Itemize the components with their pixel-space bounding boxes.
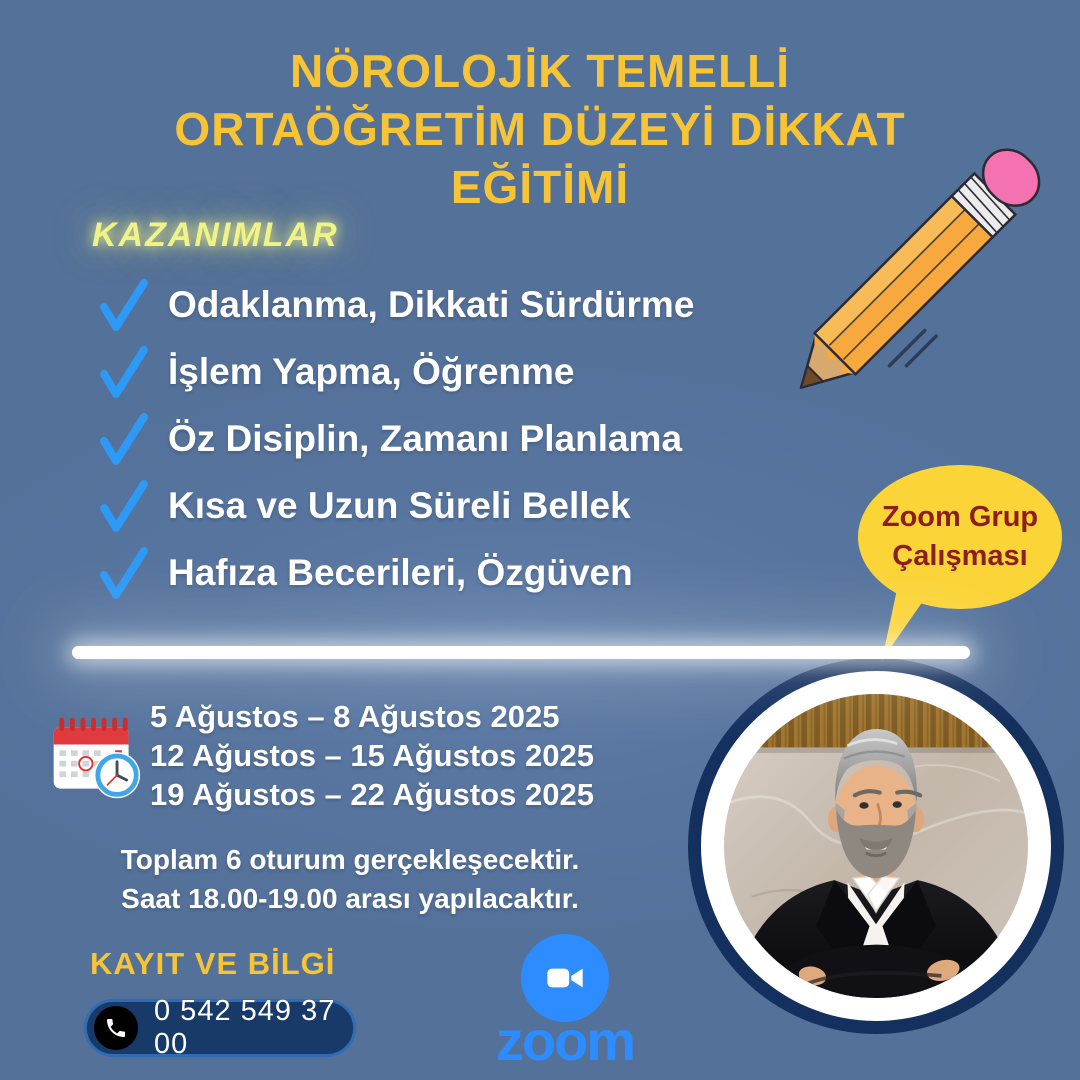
title-line-2: ORTAÖĞRETİM DÜZEYİ DİKKAT [174, 103, 906, 155]
date-range-2: 12 Ağustos – 15 Ağustos 2025 [150, 738, 594, 773]
session-count-note: Toplam 6 oturum gerçekleşecektir. [120, 844, 580, 875]
bubble-line-1: Zoom Grup [881, 501, 1039, 533]
checkmark-icon [96, 411, 152, 467]
phone-handset-icon [104, 1016, 128, 1040]
list-item [96, 349, 694, 395]
registration-heading: KAYIT VE BİLGİ [90, 946, 336, 981]
gains-section-label: KAZANIMLAR [92, 216, 339, 254]
title-line-1: NÖROLOJİK TEMELLİ [290, 45, 790, 97]
list-item [96, 550, 694, 596]
list-item [96, 416, 694, 462]
list-item [96, 483, 694, 529]
session-notes [30, 840, 670, 918]
session-time-note: Saat 18.00-19.00 arası yapılacaktır. [121, 883, 579, 914]
checklist-item-label: Kısa ve Uzun Süreli Bellek [168, 485, 631, 526]
zoom-wordmark: zoom [495, 1009, 635, 1072]
divider-line [72, 646, 970, 659]
phone-button[interactable] [84, 995, 356, 1060]
title-line-3: EĞİTİMİ [450, 161, 630, 213]
checkmark-icon [96, 277, 152, 333]
session-dates [150, 697, 594, 814]
phone-icon-circle [94, 1006, 138, 1050]
list-item [96, 282, 694, 328]
checklist-item-label: Odaklanma, Dikkati Sürdürme [168, 284, 695, 325]
checklist-item-label: Öz Disiplin, Zamanı Planlama [168, 418, 683, 459]
person-portrait [724, 694, 1028, 998]
checkmark-icon [96, 545, 152, 601]
checkmark-icon [96, 478, 152, 534]
bubble-line-2: Çalışması [892, 540, 1028, 572]
checklist-item-label: Hafıza Becerileri, Özgüven [168, 552, 633, 593]
photo-white-ring [701, 671, 1051, 1021]
zoom-group-speech-bubble [858, 465, 1062, 609]
checkmark-icon [96, 344, 152, 400]
zoom-video-camera-icon [539, 952, 591, 1004]
date-range-1: 5 Ağustos – 8 Ağustos 2025 [150, 699, 560, 734]
gains-checklist [96, 282, 694, 596]
checklist-item-label: İşlem Yapma, Öğrenme [168, 351, 575, 392]
page-title [0, 42, 1080, 216]
phone-number: 0 542 549 37 00 [154, 995, 336, 1060]
date-range-3: 19 Ağustos – 22 Ağustos 2025 [150, 777, 594, 812]
calendar-clock-icon [46, 708, 142, 804]
instructor-photo [688, 658, 1064, 1034]
